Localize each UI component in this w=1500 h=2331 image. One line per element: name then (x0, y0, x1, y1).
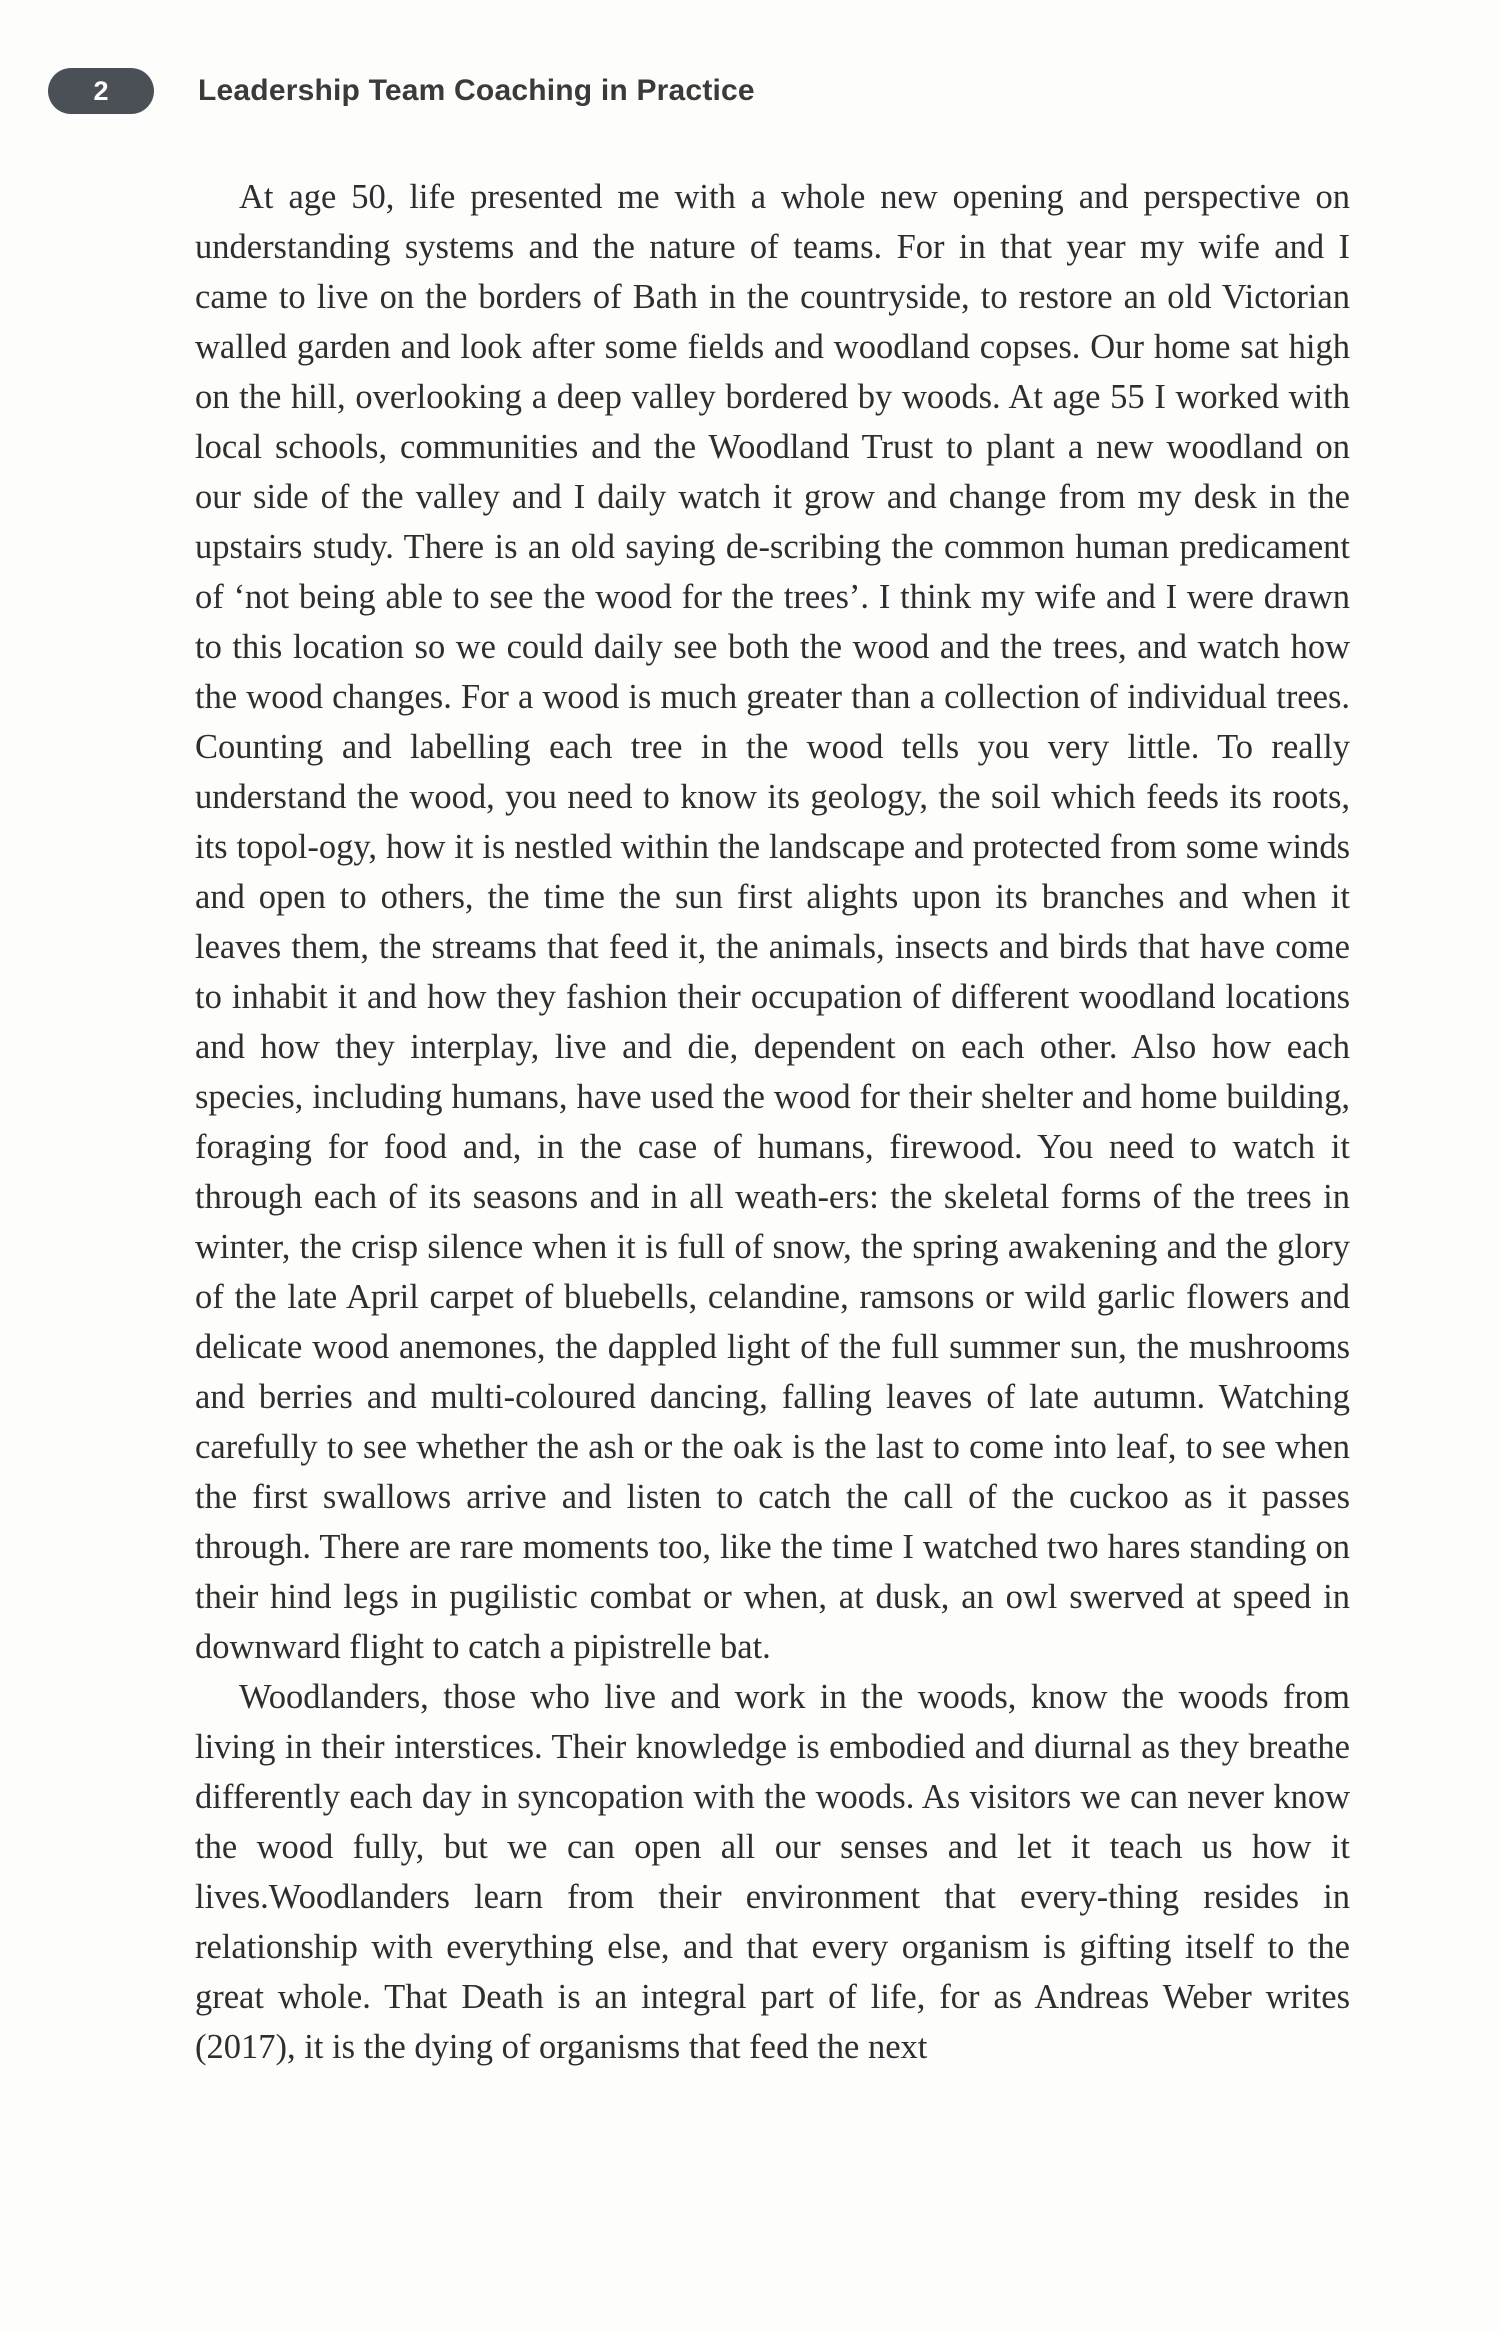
body-text (195, 172, 1350, 2072)
running-header (48, 66, 755, 116)
paragraph-1: At age 50, life presented me with a whole new opening and perspective on understanding systems and the nature of teams. For in that year my wife and I came to live on the borders of Bath in the countryside, to restore an old Victorian walled garden and look after some fields and woodland copses. Our home sat high on the hill, overlooking a deep valley bordered by woods. At age 55 I worked with local schools, communities and the Woodland Trust to plant a new woodland on our side of the valley and I daily watch it grow and change from my desk in the upstairs study. There is an old saying de-scribing the common human predicament of ‘not being able to see the wood for the trees’. I think my wife and I were drawn to this location so we could daily see both the wood and the trees, and watch how the wood changes. For a wood is much greater than a collection of individual trees. Counting and labelling each tree in the wood tells you very little. To really understand the wood, you need to know its geology, the soil which feeds its roots, its topol-ogy, how it is nestled within the landscape and protected from some winds and open to others, the time the sun first alights upon its branches and when it leaves them, the streams that feed it, the animals, insects and birds that have come to inhabit it and how they fashion their occupation of different woodland locations and how they interplay, live and die, dependent on each other. Also how each species, including humans, have used the wood for their shelter and home building, foraging for food and, in the case of humans, firewood. You need to watch it through each of its seasons and in all weath-ers: the skeletal forms of the trees in winter, the crisp silence when it is full of snow, the spring awakening and the glory of the late April carpet of bluebells, celandine, ramsons or wild garlic flowers and delicate wood anemones, the dappled light of the full summer sun, the mushrooms and berries and multi-coloured dancing, falling leaves of late autumn. Watching carefully to see whether the ash or the oak is the last to come into leaf, to see when the first swallows arrive and listen to catch the call of the cuckoo as it passes through. There are rare moments too, like the time I watched two hares standing on their hind legs in pugilistic combat or when, at dusk, an owl swerved at speed in downward flight to catch a pipistrelle bat. (195, 178, 1350, 1666)
page-number: 2 (93, 75, 109, 106)
page-number-badge (48, 68, 154, 114)
running-title: Leadership Team Coaching in Practice (198, 74, 755, 107)
paragraph-2: Woodlanders, those who live and work in the woods, know the woods from living in their interstices. Their knowledge is embodied and diurnal as they breathe differently each day in syncopation with the woods. As visitors we can never know the wood fully, but we can open all our senses and let it teach us how it lives.Woodlanders learn from their environment that every-thing resides in relationship with everything else, and that every organism is gifting itself to the great whole. That Death is an integral part of life, for as Andreas Weber writes (2017), it is the dying of organisms that feed the next (195, 1678, 1350, 2066)
